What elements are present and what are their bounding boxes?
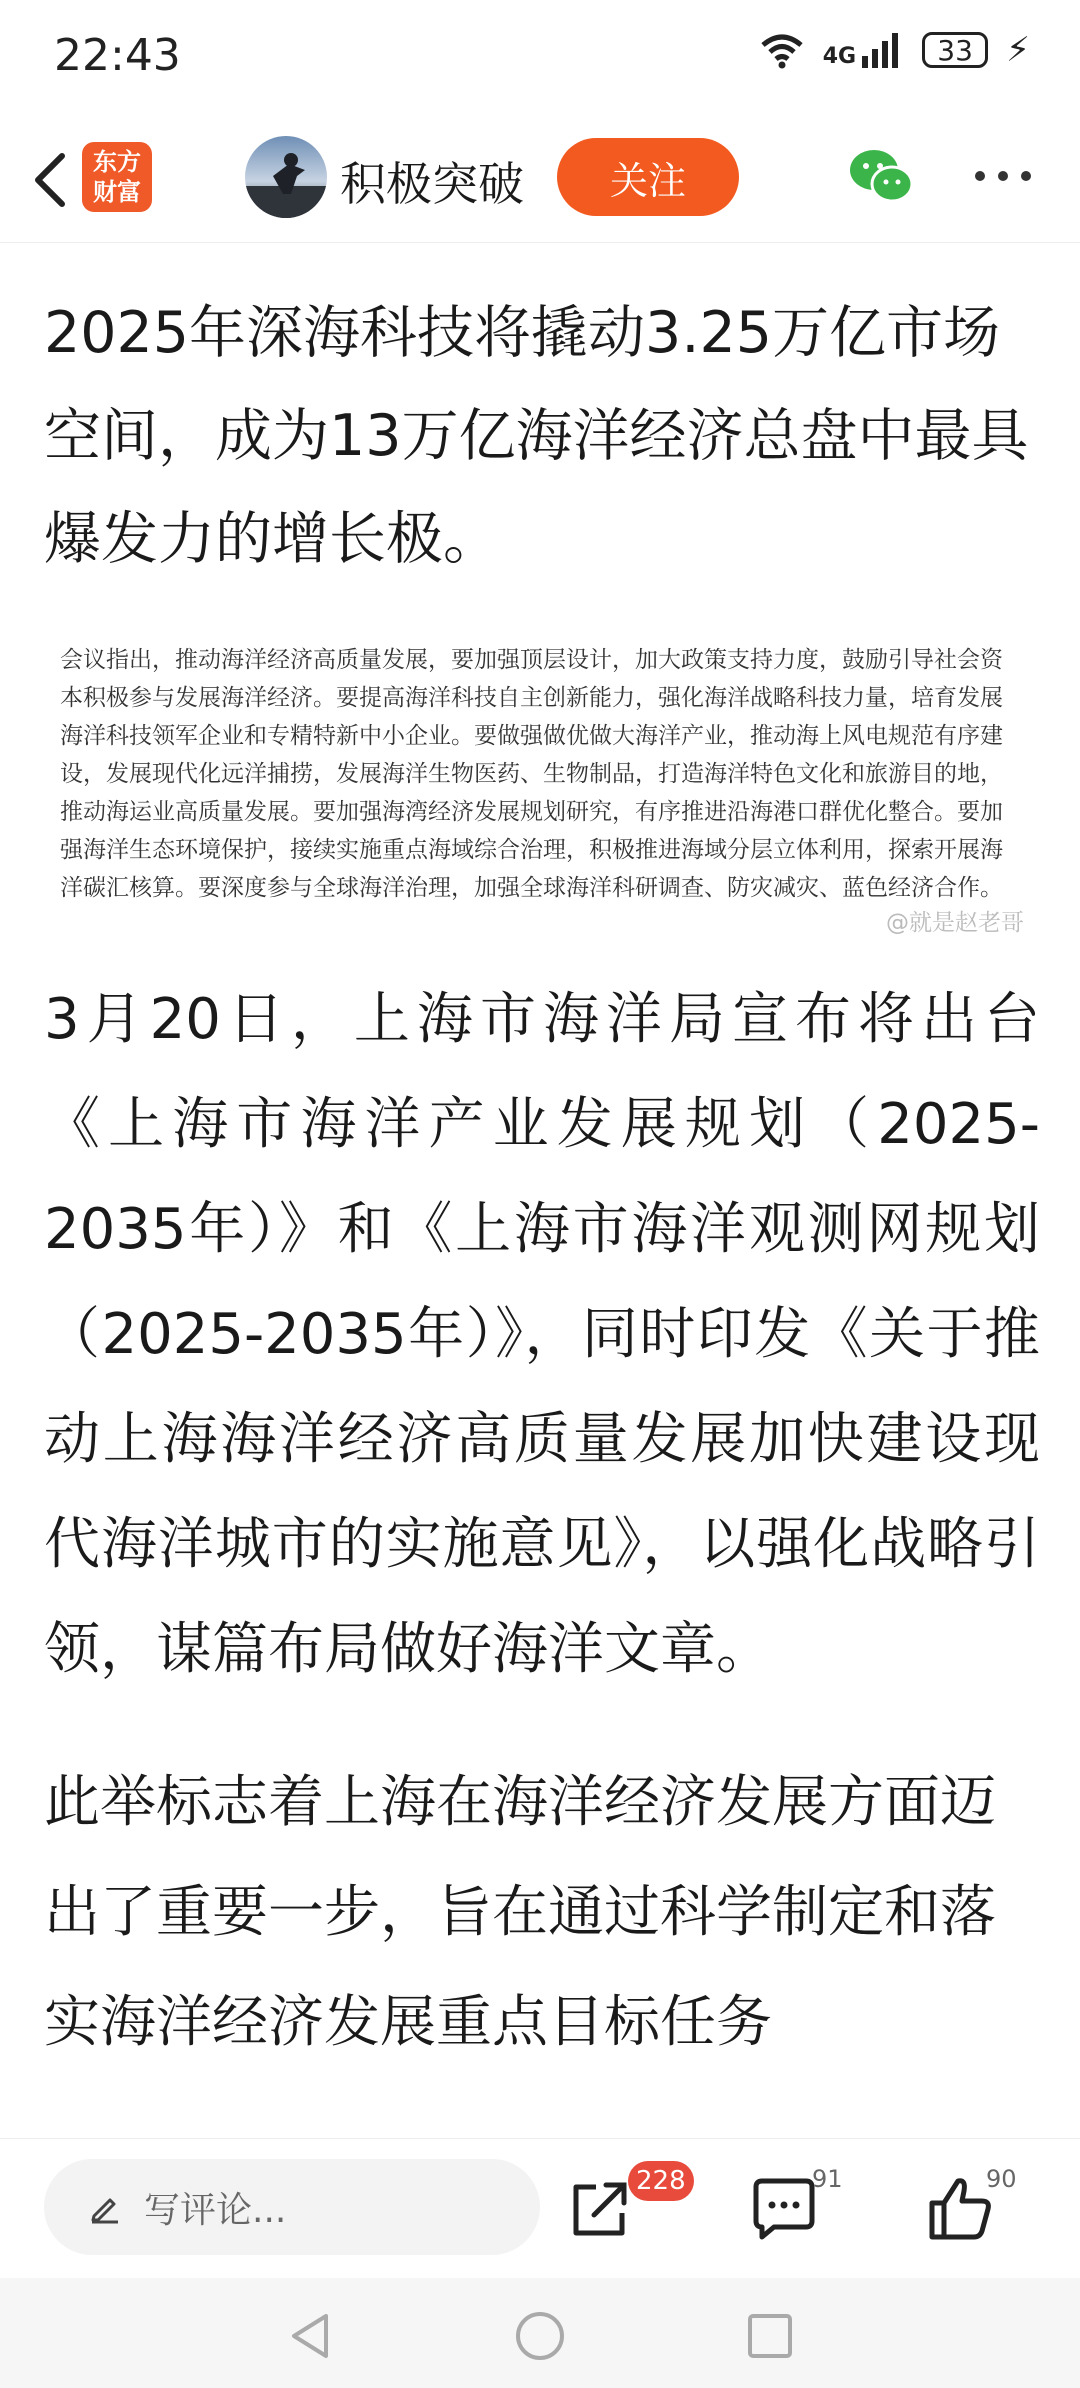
signal-icon — [823, 32, 904, 68]
back-icon[interactable] — [20, 144, 80, 216]
charging-icon: ⚡ — [1006, 30, 1030, 70]
article-paragraph: 3月20日，上海市海洋局宣布将出台《上海市海洋产业发展规划（2025-2035年）》和《上海市海洋观测网规划（2025-2035年）》，同时印发《关于推动上海海洋经济高质量发展加快建设现代海洋城市的实施意见》，以强化战略引领，谋篇布局做好海洋文章。 — [44, 987, 1040, 1682]
status-icons — [759, 30, 1030, 70]
nav-back-icon[interactable] — [282, 2308, 338, 2364]
wifi-icon — [759, 31, 805, 69]
comment-count: 91 — [812, 2165, 843, 2193]
article-headline: 2025年深海科技将撬动3.25万亿市场空间，成为13万亿海洋经济总盘中最具爆发力的增长极。 — [44, 300, 1029, 572]
author-name[interactable]: 积极突破 — [340, 157, 524, 211]
app-header — [0, 118, 1080, 243]
wechat-share-icon[interactable] — [846, 144, 916, 210]
author-avatar[interactable] — [245, 136, 327, 218]
comment-placeholder: 写评论... — [144, 2189, 287, 2231]
status-bar — [0, 0, 1080, 118]
app-logo[interactable]: 东方 财富 — [82, 142, 152, 212]
pencil-icon — [88, 2190, 122, 2224]
image-watermark: @就是赵老哥 — [886, 910, 1024, 936]
system-navigation-bar — [0, 2278, 1080, 2388]
article-paragraph: 此举标志着上海在海洋经济发展方面迈出了重要一步，旨在通过科学制定和落实海洋经济发展重点目标任务 — [44, 1770, 996, 2055]
follow-button[interactable]: 关注 — [557, 138, 739, 216]
like-count: 90 — [986, 2165, 1017, 2193]
article-content — [44, 242, 1040, 2078]
nav-recents-icon[interactable] — [742, 2308, 798, 2364]
nav-home-icon[interactable] — [512, 2308, 568, 2364]
bottom-action-bar — [0, 2138, 1080, 2279]
battery-icon: 33 — [922, 32, 988, 68]
network-type: 4G — [822, 44, 857, 69]
comment-input[interactable] — [44, 2159, 540, 2255]
quoted-image-text: 会议指出，推动海洋经济高质量发展，要加强顶层设计，加大政策支持力度，鼓励引导社会资本积极参与发展海洋经济。要提高海洋科技自主创新能力，强化海洋战略科技力量，培育发展海洋科技领军企业和专精特新中小企业。要做强做优做大海洋产业，推动海上风电规范有序建设，发展现代化远洋捕捞，发展海洋生物医药、生物制品，打造海洋特色文化和旅游目的地，推动海运业高质量发展。要加强海湾经济发展规划研究，有序推进沿海港口群优化整合。要加强海洋生态环境保护，接续实施重点海域综合治理，积极推进海域分层立体利用，探索开展海洋碳汇核算。要深度参与全球海洋治理，加强全球海洋科研调查、防灾减灾、蓝色经济合作。 — [60, 647, 1003, 901]
quoted-image[interactable] — [44, 631, 1040, 937]
share-count-badge: 228 — [628, 2161, 694, 2201]
status-time: 22:43 — [54, 30, 181, 81]
more-icon[interactable] — [968, 156, 1038, 196]
